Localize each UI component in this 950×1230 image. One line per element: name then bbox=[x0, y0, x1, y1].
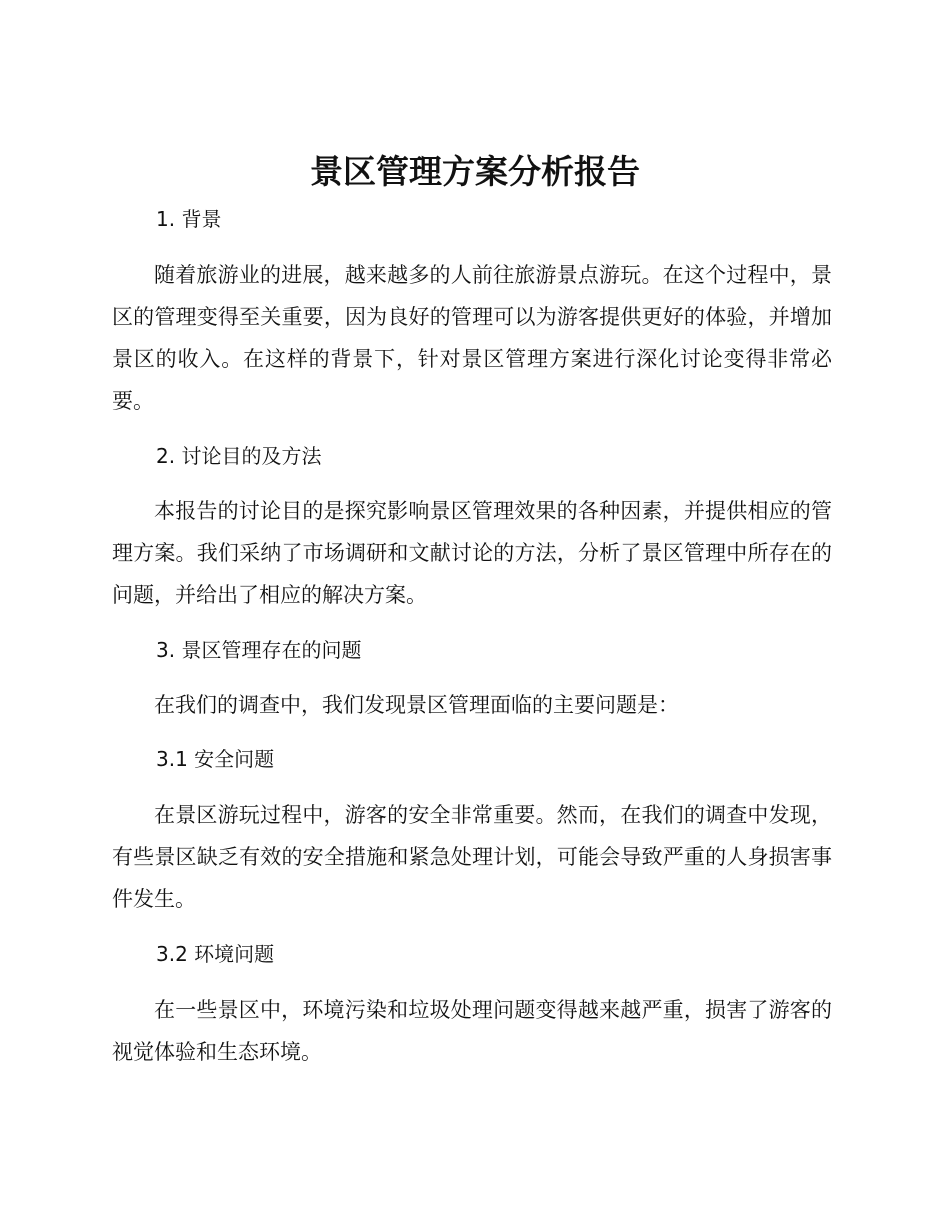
section-paragraph-problems: 在我们的调查中，我们发现景区管理面临的主要问题是： bbox=[154, 693, 679, 717]
section-heading-background: 1. 背景 bbox=[156, 207, 222, 231]
section-paragraph-background: 随着旅游业的进展，越来越多的人前往旅游景点游玩。在这个过程中，景区的管理变得至关重要，因为良好的管理可以为游客提供更好的体验，并增加景区的收入。在这样的背景下，针对景区管理方案进行深化讨论变得非常必要。 bbox=[112, 263, 832, 413]
section-paragraph-safety: 在景区游玩过程中，游客的安全非常重要。然而，在我们的调查中发现，有些景区缺乏有效的安全措施和紧急处理计划，可能会导致严重的人身损害事件发生。 bbox=[112, 803, 832, 911]
section-heading-environment: 3.2 环境问题 bbox=[156, 942, 275, 966]
section-paragraph-purpose-method: 本报告的讨论目的是探究影响景区管理效果的各种因素，并提供相应的管理方案。我们采纳了市场调研和文献讨论的方法，分析了景区管理中所存在的问题，并给出了相应的解决方案。 bbox=[112, 499, 832, 607]
section-heading-safety: 3.1 安全问题 bbox=[156, 747, 275, 771]
section-paragraph-environment: 在一些景区中，环境污染和垃圾处理问题变得越来越严重，损害了游客的视觉体验和生态环境。 bbox=[112, 998, 832, 1064]
section-heading-purpose-method: 2. 讨论目的及方法 bbox=[156, 444, 322, 468]
section-heading-problems: 3. 景区管理存在的问题 bbox=[156, 638, 362, 662]
document-title: 景区管理方案分析报告 bbox=[310, 152, 640, 191]
